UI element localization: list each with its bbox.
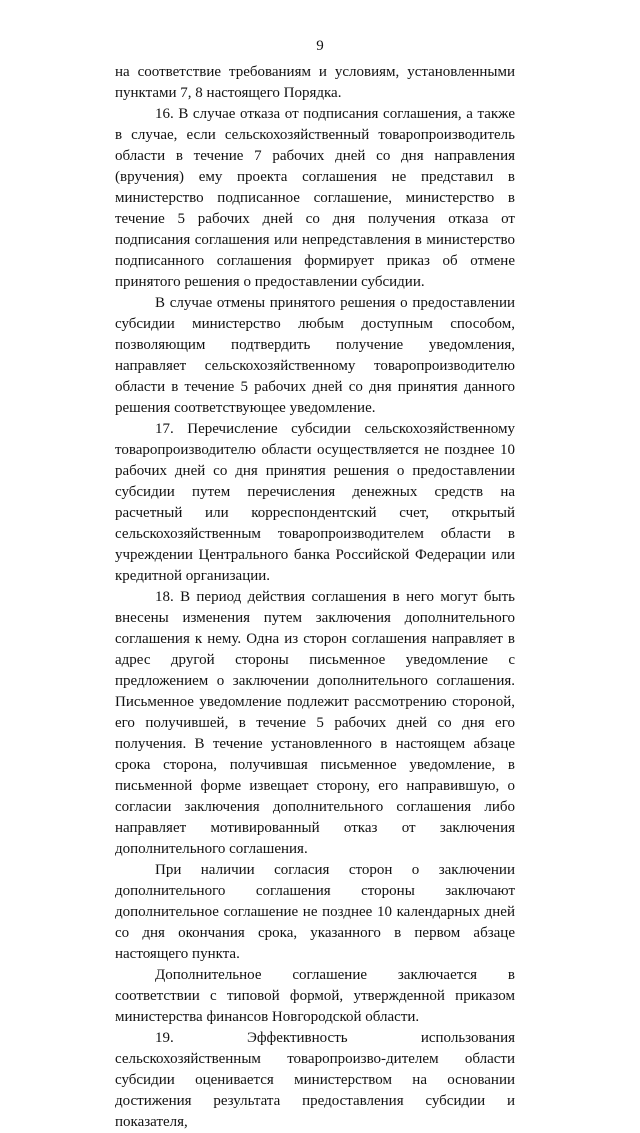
paragraph-clause-18: 18. В период действия соглашения в него могут быть внесены изменения путем заключения дополнительного соглашения к нему. Одна из сторон соглашения направляет в адрес другой стороны письменное уведомление с предложением о заключении дополнительного соглашения. Письменное уведомление подлежит рассмотрению стороной, его получившей, в течение 5 рабочих дней со дня его получения. В течение установленного в настоящем абзаце срока сторона, получившая письменное уведомление, в письменной форме извещает сторону, его направившую, о согласии заключения дополнительного соглашения либо направляет мотивированный отказ от заключения дополнительного соглашения.: [115, 589, 515, 857]
paragraph-clause-19: 19. Эффективность использования сельскохозяйственным товаропроизво-дителем области субсидии оценивается министерством на основании достижения результата предоставления субсидии и показателя,: [115, 1030, 515, 1130]
paragraph-agreement-consent: При наличии согласия сторон о заключении дополнительного соглашения стороны заключают дополнительное соглашение не позднее 10 календарных дней со дня окончания срока, указанного в первом абзаце настоящего пункта.: [115, 862, 515, 962]
paragraph-subsidy-cancellation: В случае отмены принятого решения о предоставлении субсидии министерство любым доступным способом, позволяющим подтвердить получение уведомления, направляет сельскохозяйственному товаропроизводителю области в течение 5 рабочих дней со дня принятия данного решения соответствующее уведомление.: [115, 295, 515, 416]
paragraph-clause-17: 17. Перечисление субсидии сельскохозяйственному товаропроизводителю области осуществляется не позднее 10 рабочих дней со дня принятия решения о предоставлении субсидии путем перечисления денежных средств на расчетный или корреспондентский счет, открытый сельскохозяйственным товаропроизводителем области в учреждении Центрального банка Российской Федерации или кредитной организации.: [115, 421, 515, 584]
paragraph-clause-16: 16. В случае отказа от подписания соглашения, а также в случае, если сельскохозяйственный товаропроизводитель области в течение 7 рабочих дней со дня направления (вручения) ему проекта соглашения не представил в министерство подписанное соглашение, министерство в течение 5 рабочих дней со дня получения отказа от подписания соглашения или непредставления в министерство подписанного соглашения формирует приказ об отмене принятого решения о предоставлении субсидии.: [115, 106, 515, 290]
paragraph-standard-form: Дополнительное соглашение заключается в соответствии с типовой формой, утвержденной приказом министерства финансов Новгородской области.: [115, 967, 515, 1025]
page-number: 9: [316, 38, 324, 54]
paragraph-continuation: на соответствие требованиям и условиям, установленными пунктами 7, 8 настоящего Порядка.: [115, 64, 515, 101]
document-body: [115, 62, 515, 1133]
